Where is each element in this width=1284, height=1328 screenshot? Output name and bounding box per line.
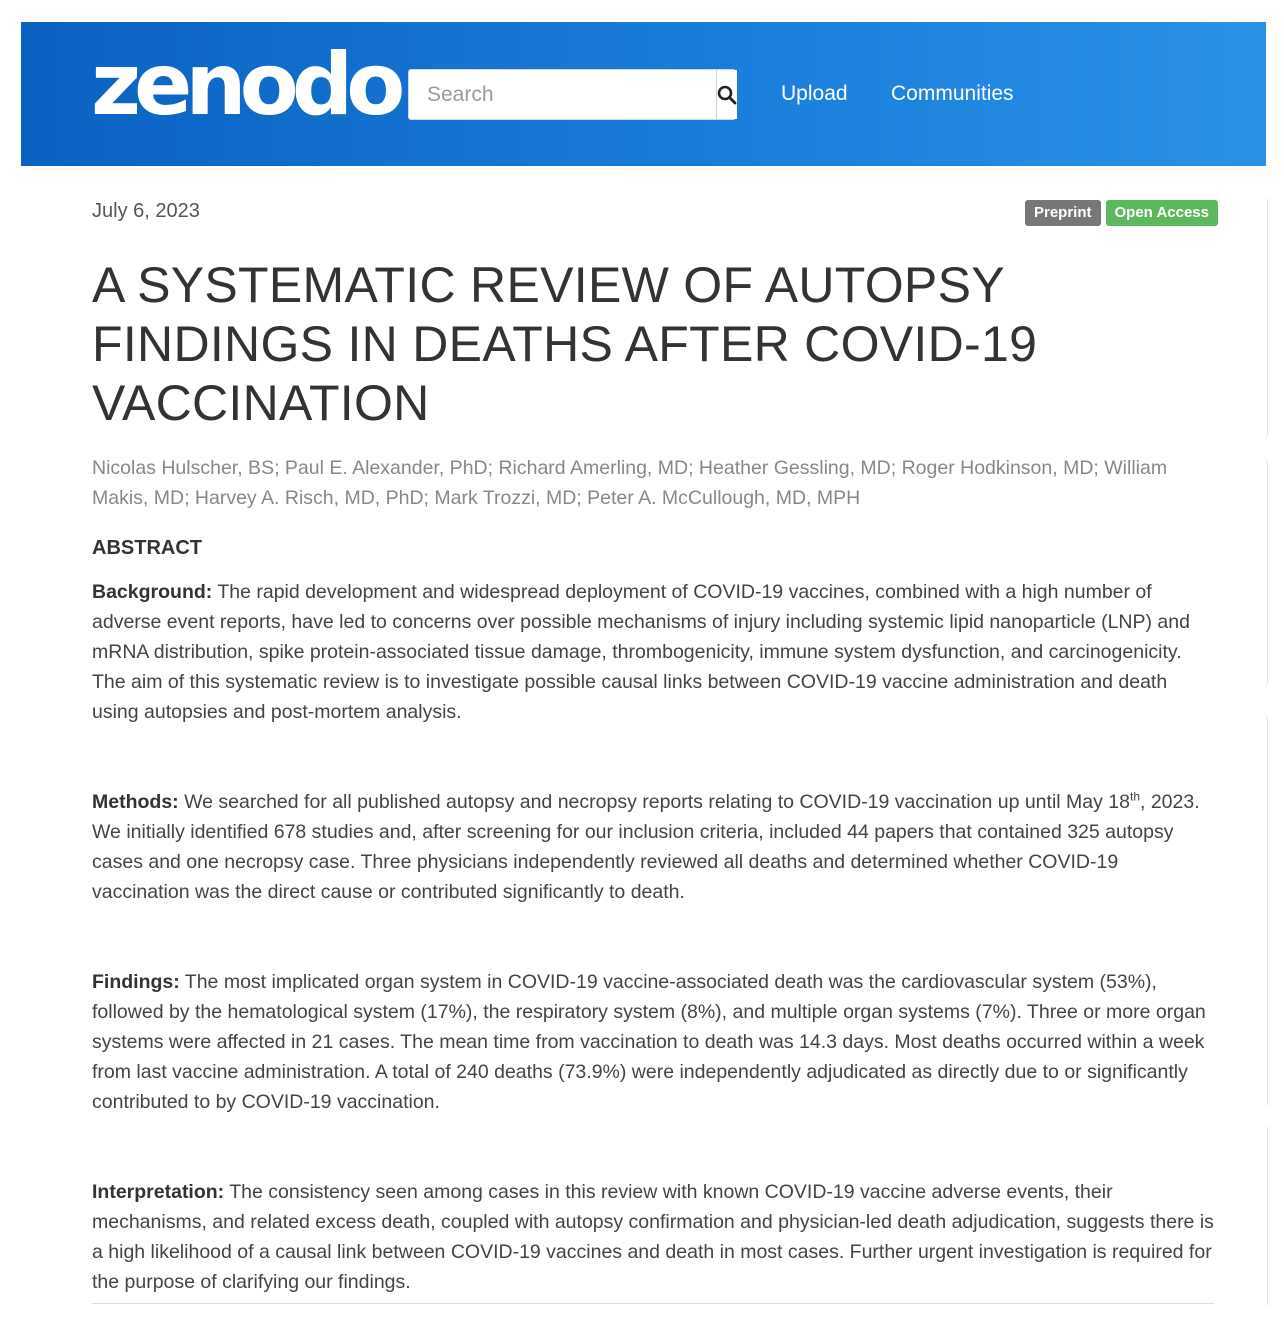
interpretation-text: The consistency seen among cases in this review with known COVID-19 vaccine adverse events, their mechanisms, and related excess death, coupled with autopsy confirmation and physician-led death adjudication, suggests there is a high likelihood of a causal link between COVID-19 vaccines and death in most cases. Further urgent investigation is required for the purpose of clarifying our findings. [92, 1181, 1214, 1293]
record-badges [1025, 200, 1218, 226]
search-form [408, 69, 736, 120]
nav-communities-link[interactable]: Communities [891, 82, 1014, 105]
top-navbar [21, 22, 1266, 166]
sidebar-panel-edge [1264, 1126, 1268, 1306]
open-access-badge: Open Access [1106, 200, 1219, 226]
preprint-badge: Preprint [1025, 200, 1101, 226]
record-title: A SYSTEMATIC REVIEW OF AUTOPSY FINDINGS IN DEATHS AFTER COVID-19 VACCINATION [92, 257, 1038, 431]
background-label: Background: [92, 581, 213, 603]
record-meta-row [92, 198, 1218, 230]
record-content [92, 198, 1218, 1297]
methods-text: We searched for all published autopsy and necropsy reports relating to COVID-19 vaccination up until May 18 [178, 791, 1130, 813]
findings-text: The most implicated organ system in COVID-19 vaccine-associated death was the cardiovascular system (53%), followed by the hematological system (17%), the respiratory system (8%), and multiple organ systems (7%). Three or more organ systems were affected in 21 cases. The mean time from vaccination to death was 14.3 days. Most deaths occurred within a week from last vaccine administration. A total of 240 deaths (73.9%) were independently adjudicated as directly due to or significantly contributed to by COVID-19 vaccination. [92, 971, 1206, 1113]
record-authors: Nicolas Hulscher, BS; Paul E. Alexander, PhD; Richard Amerling, MD; Heather Gessling, MD; Roger Hodkinson, MD; William Makis, MD; Harvey A. Risch, MD, PhD; Mark Trozzi, MD; Peter A. McCullough, MD, MPH [92, 457, 1168, 509]
sidebar-panel-edge [1264, 198, 1268, 438]
methods-superscript: th [1129, 789, 1140, 804]
content-divider [92, 1303, 1214, 1304]
interpretation-label: Interpretation: [92, 1181, 225, 1203]
publication-date: July 6, 2023 [92, 200, 200, 222]
methods-text-cont: , 2023. We initially identified 678 studies and, after screening for our inclusion criteria, included 44 papers that contained 325 autopsy cases and one necropsy case. Three physicians independently reviewed all deaths and determined whether COVID-19 vaccination was the direct cause or contributed significantly to death. [92, 791, 1200, 903]
background-text: The rapid development and widespread deployment of COVID-19 vaccines, combined with a high number of adverse event reports, have led to concerns over possible mechanisms of injury including systemic lipid nanoparticle (LNP) and mRNA distribution, spike protein-associated tissue damage, thrombogenicity, immune system dysfunction, and carcinogenicity. The aim of this systematic review is to investigate possible causal links between COVID-19 vaccine administration and death using autopsies and post-mortem analysis. [92, 581, 1190, 723]
sidebar-panel-edge [1264, 716, 1268, 1106]
nav-upload-link[interactable]: Upload [781, 82, 848, 105]
sidebar-panel-edge [1264, 460, 1268, 686]
abstract-background [92, 577, 1218, 727]
abstract-interpretation [92, 1177, 1218, 1297]
abstract-heading: ABSTRACT [92, 537, 202, 559]
search-icon [717, 85, 737, 105]
findings-label: Findings: [92, 971, 180, 993]
search-input[interactable] [409, 70, 716, 119]
search-button[interactable] [716, 70, 737, 119]
abstract-findings [92, 967, 1218, 1117]
abstract-methods [92, 787, 1218, 907]
zenodo-logo[interactable]: zenodo [91, 35, 399, 135]
methods-label: Methods: [92, 791, 179, 813]
